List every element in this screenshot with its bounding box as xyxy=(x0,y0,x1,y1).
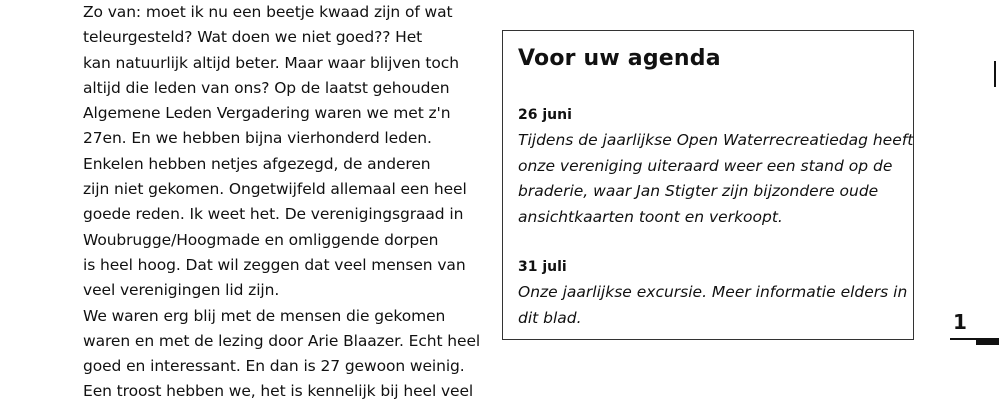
agenda-event xyxy=(518,255,908,331)
agenda-title: Voor uw agenda xyxy=(518,46,721,71)
event-description-line: onze vereniging uiteraard weer een stand op de xyxy=(518,156,893,175)
article-line: 27en. En we hebben bijna vierhonderd leden. xyxy=(83,129,432,148)
article-line: We waren erg blij met de mensen die gekomen xyxy=(83,306,446,325)
article-line: goede reden. Ik weet het. De verenigingsgraad in xyxy=(83,205,464,224)
article-line: Algemene Leden Vergadering waren we met z'n xyxy=(83,104,451,123)
article-line: veel verenigingen lid zijn. xyxy=(83,281,280,300)
article-body xyxy=(83,0,483,405)
agenda-box xyxy=(502,30,914,340)
event-date: 26 juni xyxy=(518,107,572,123)
event-description-line: dit blad. xyxy=(518,308,582,327)
article-line: zijn niet gekomen. Ongetwijfeld allemaal een heel xyxy=(83,180,467,199)
margin-mark xyxy=(994,61,996,87)
article-line: Woubrugge/Hoogmade en omliggende dorpen xyxy=(83,230,439,249)
page-rule-tab xyxy=(976,338,999,345)
event-description-line: Tijdens de jaarlijkse Open Waterrecreatiedag heeft xyxy=(518,131,914,149)
article-line: goed en interessant. En dan is 27 gewoon weinig. xyxy=(83,357,465,376)
article-line: Zo van: moet ik nu een beetje kwaad zijn of wat xyxy=(83,3,453,21)
article-line: waren en met de lezing door Arie Blaazer. Echt heel xyxy=(83,331,481,350)
event-description-line: ansichtkaarten toont en verkoopt. xyxy=(518,207,783,226)
event-description-line: braderie, waar Jan Stigter zijn bijzondere oude xyxy=(518,182,879,201)
event-description-line: Onze jaarlijkse excursie. Meer informatie elders in xyxy=(518,283,908,301)
article-line: kan natuurlijk altijd beter. Maar waar blijven toch xyxy=(83,53,459,72)
article-line: is heel hoog. Dat wil zeggen dat veel mensen van xyxy=(83,255,466,274)
agenda-event xyxy=(518,103,914,230)
article-line: teleurgesteld? Wat doen we niet goed?? Het xyxy=(83,28,423,47)
article-line: altijd die leden van ons? Op de laatst gehouden xyxy=(83,78,450,97)
page-number: 1 xyxy=(953,310,967,334)
event-date: 31 juli xyxy=(518,259,567,275)
article-line: Een troost hebben we, het is kennelijk bij heel veel xyxy=(83,382,474,401)
article-line: Enkelen hebben netjes afgezegd, de anderen xyxy=(83,154,431,173)
